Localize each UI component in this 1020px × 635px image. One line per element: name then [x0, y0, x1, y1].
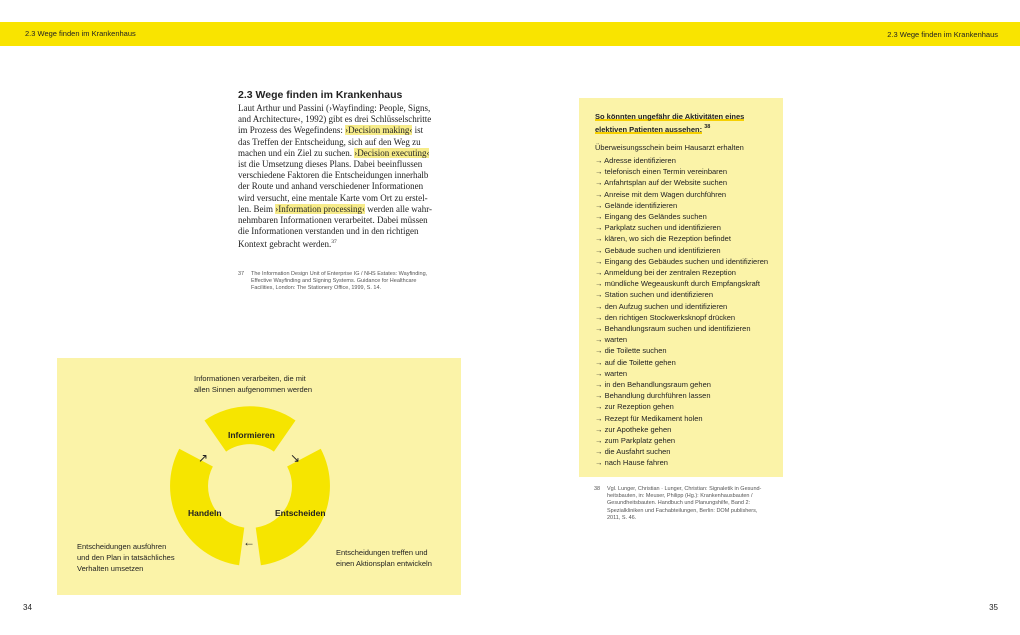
- list-item: → die Ausfahrt suchen: [595, 447, 671, 457]
- diagram-label-line: Informationen verarbeiten, die mit: [194, 374, 306, 383]
- activities-intro: Überweisungsschein beim Hausarzt erhalten: [595, 143, 744, 152]
- running-title-right: 2.3 Wege finden im Krankenhaus: [887, 30, 998, 39]
- list-item: → warten: [595, 335, 628, 345]
- activities-title-line: [595, 111, 744, 122]
- page-number-right: 35: [989, 603, 998, 612]
- list-item: → Gebäude suchen und identifizieren: [595, 245, 721, 255]
- body-line: der Route und anhand verschiedener Informationen: [238, 181, 424, 192]
- diagram-label-line: und den Plan in tatsächliches: [77, 553, 175, 563]
- list-item: → mündliche Wegeauskunft durch Empfangskraft: [595, 279, 760, 289]
- activities-title: [595, 111, 744, 135]
- list-item: → die Toilette suchen: [595, 346, 667, 356]
- list-item: → auf die Toilette gehen: [595, 357, 676, 367]
- diagram-label-line: Entscheidungen treffen und: [336, 548, 428, 557]
- list-item: → Rezept für Medikament holen: [595, 413, 703, 423]
- list-item: → zur Rezeption gehen: [595, 402, 674, 412]
- footnote-line: heitsbauten, in: Meuser, Philipp (Hg.): Krankenhausbauten /: [607, 493, 753, 500]
- page-number-left: 34: [23, 603, 32, 612]
- list-item: → den richtigen Stockwerksknopf drücken: [595, 312, 736, 322]
- diagram-label-bottom-left: [77, 541, 175, 575]
- footnote-number-38: 38: [594, 486, 601, 492]
- list-item: → Eingang des Geländes suchen: [595, 212, 707, 222]
- body-line: die Informationen verstanden und in den richtigen: [238, 226, 419, 237]
- body-line: das Treffen der Entscheidung, sich auf den Weg zu: [238, 136, 421, 147]
- section-heading: 2.3 Wege finden im Krankenhaus: [238, 89, 403, 101]
- body-line: verschiedene Faktoren die Entscheidungen innerhalb: [238, 170, 429, 181]
- list-item: → Parkplatz suchen und identifizieren: [595, 223, 721, 233]
- body-line: ist die Umsetzung dieses Plans. Dabei beeinflussen: [238, 159, 423, 170]
- list-item: → Station suchen und identifizieren: [595, 290, 713, 300]
- diagram-label-line: allen Sinnen aufgenommen werden: [194, 385, 312, 395]
- list-item: → Gelände identifizieren: [595, 200, 678, 210]
- footnote-line: Facilities, London: The Stationery Office, 1999, S. 14.: [251, 285, 382, 292]
- footnote-37: [251, 271, 427, 293]
- footnote-line: Vgl. Lunger, Christian · Lunger, Christian: Signaletik in Gesund-: [607, 486, 762, 492]
- list-item: → Behandlungsraum suchen und identifizieren: [595, 324, 751, 334]
- diagram-label-top: [194, 373, 312, 395]
- body-line: nehmbaren Informationen verarbeitet. Dabei müssen: [238, 215, 428, 226]
- footnote-ref-37: 37: [331, 239, 337, 246]
- segment-label-handeln: Handeln: [188, 508, 222, 518]
- body-line: len. Beim ›Information processing‹ werden alle wahr-: [238, 203, 433, 214]
- footnote-38: [607, 486, 761, 522]
- cycle-arrow-left-icon: ←: [243, 535, 255, 549]
- highlight-decision-executing: ›Decision executing‹: [354, 147, 430, 158]
- header-bar: [0, 22, 1020, 46]
- footnote-line: Effective Wayfinding and Signing Systems. Guidance for Healthcare: [251, 278, 417, 285]
- body-line: and Architecture‹, 1992) gibt es drei Schlüsselschritte: [238, 114, 432, 125]
- segment-handeln: [170, 449, 244, 566]
- footnote-line: 2011, S. 46.: [607, 514, 637, 521]
- diagram-label-line: Entscheidungen ausführen: [77, 542, 167, 551]
- segment-entscheiden: [256, 449, 330, 566]
- body-line: Laut Arthur und Passini (›Wayfinding: People, Signs,: [238, 103, 431, 113]
- cycle-arrow-up-right-icon: ↗: [198, 451, 209, 465]
- list-item: → Anfahrtsplan auf der Website suchen: [595, 178, 728, 188]
- list-item: → Anmeldung bei der zentralen Rezeption: [595, 268, 736, 278]
- highlight-decision-making: ›Decision making‹: [345, 125, 413, 136]
- list-item: → Adresse identifizieren: [595, 156, 676, 165]
- list-item: → in den Behandlungsraum gehen: [595, 380, 711, 390]
- list-item: → klären, wo sich die Rezeption befindet: [595, 234, 731, 244]
- list-item: → zur Apotheke gehen: [595, 424, 672, 434]
- activities-title-text: elektiven Patienten aussehen:: [595, 124, 703, 134]
- body-line: im Prozess des Wegefindens: ›Decision making‹ ist: [238, 125, 424, 136]
- activities-title-text: So könnten ungefähr die Aktivitäten eines: [595, 112, 745, 121]
- list-item: → warten: [595, 368, 628, 378]
- diagram-label-line: einen Aktionsplan entwickeln: [336, 559, 432, 569]
- list-item: → Eingang des Gebäudes suchen und identifizieren: [595, 256, 769, 266]
- running-title-left: 2.3 Wege finden im Krankenhaus: [25, 29, 136, 38]
- list-item: → den Aufzug suchen und identifizieren: [595, 301, 728, 311]
- footnote-line: Spezialkliniken und Fachabteilungen, Berlin: DOM publishers,: [607, 507, 758, 514]
- body-line: wird versucht, eine mentale Karte vom Ort zu erstel-: [238, 192, 428, 203]
- segment-informieren: [204, 406, 295, 451]
- footnote-number-37: 37: [238, 271, 245, 277]
- list-item: → Anreise mit dem Wagen durchführen: [595, 189, 727, 199]
- body-line: [238, 237, 443, 250]
- list-item: → nach Hause fahren: [595, 458, 668, 468]
- activities-list: [595, 155, 768, 469]
- footnote-line: Gesundheitsbauten. Handbuch und Planungshilfe, Band 2:: [607, 500, 751, 507]
- highlight-information-processing: ›Information processing‹: [275, 203, 365, 214]
- activities-title-line: [595, 122, 744, 135]
- footnote-ref-38: 38: [704, 124, 711, 131]
- segment-label-entscheiden: Entscheiden: [275, 508, 326, 518]
- body-paragraph: [238, 103, 443, 251]
- footnote-line: The Information Design Unit of Enterprise IG / NHS Estates: Wayfinding,: [251, 271, 428, 277]
- body-line: machen und ein Ziel zu suchen. ›Decision executing‹: [238, 147, 430, 158]
- diagram-label-bottom-right: [336, 547, 432, 569]
- list-item: → Behandlung durchführen lassen: [595, 391, 711, 401]
- segment-label-informieren: Informieren: [228, 430, 275, 440]
- diagram-label-line: Verhalten umsetzen: [77, 564, 144, 574]
- cycle-arrow-down-right-icon: ↘: [290, 451, 301, 465]
- list-item: → telefonisch einen Termin vereinbaren: [595, 167, 728, 177]
- body-line-text: Kontext gebracht werden.: [238, 239, 332, 250]
- list-item: → zum Parkplatz gehen: [595, 436, 676, 446]
